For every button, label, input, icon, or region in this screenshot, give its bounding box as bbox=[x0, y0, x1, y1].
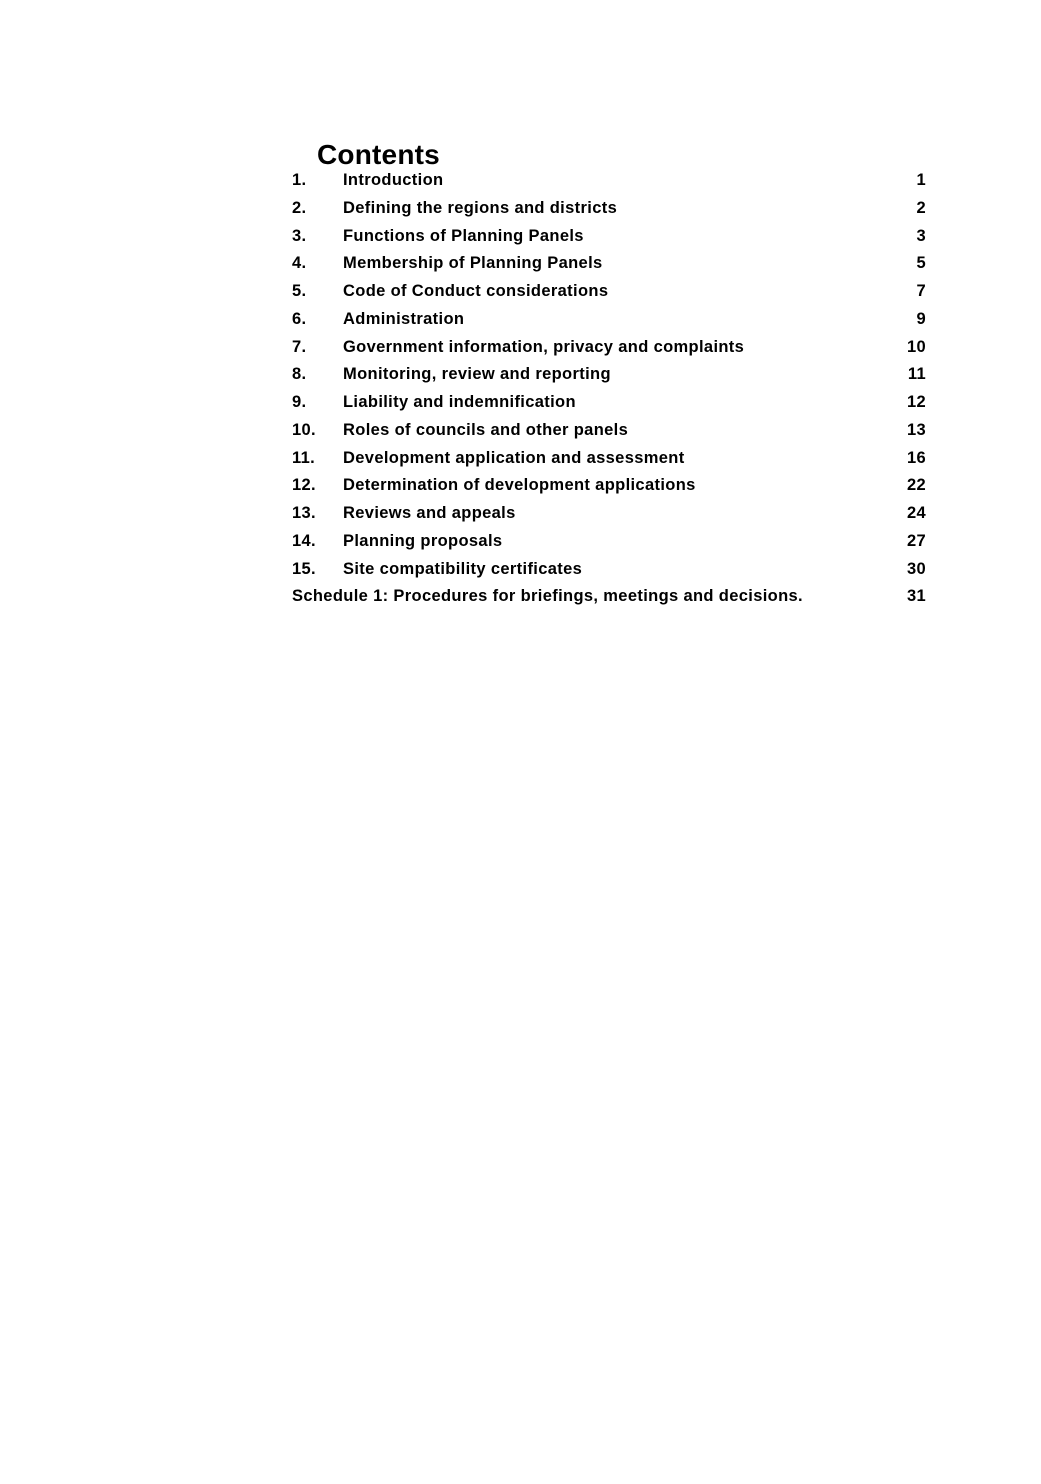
toc-entry-planning-proposals[interactable] bbox=[292, 530, 928, 558]
toc-entry-label: Membership of Planning Panels bbox=[343, 254, 603, 273]
toc-entry-page: 10 bbox=[906, 337, 926, 356]
toc-list bbox=[292, 169, 928, 613]
toc-entry-page: 2 bbox=[916, 198, 926, 217]
toc-entry-number: 3. bbox=[292, 226, 307, 245]
toc-entry-page: 12 bbox=[906, 393, 926, 411]
toc-entry-page: 13 bbox=[906, 420, 926, 439]
toc-entry-label: Functions of Planning Panels bbox=[343, 226, 584, 245]
toc-entry-number: 4. bbox=[292, 254, 307, 273]
toc-entry-label: Reviews and appeals bbox=[343, 504, 516, 522]
toc-entry-number: 13. bbox=[292, 504, 316, 522]
table-of-contents bbox=[292, 138, 928, 613]
toc-entry-number: 15. bbox=[292, 559, 316, 578]
toc-entry-introduction[interactable] bbox=[292, 169, 928, 197]
toc-entry-site-compatibility[interactable] bbox=[292, 558, 928, 586]
toc-entry-label: Code of Conduct considerations bbox=[343, 282, 609, 300]
toc-entry-label: Introduction bbox=[343, 171, 444, 189]
toc-entry-label: Government information, privacy and complaints bbox=[343, 337, 745, 356]
toc-entry-number: 12. bbox=[292, 476, 316, 495]
toc-entry-monitoring[interactable] bbox=[292, 363, 928, 391]
toc-entry-membership[interactable] bbox=[292, 252, 928, 280]
toc-entry-page: 5 bbox=[916, 254, 926, 273]
toc-entry-determination[interactable] bbox=[292, 474, 928, 502]
toc-entry-page: 22 bbox=[906, 476, 926, 495]
toc-entry-administration[interactable] bbox=[292, 308, 928, 336]
toc-entry-number: 11. bbox=[292, 448, 316, 467]
toc-entry-roles-of-councils[interactable] bbox=[292, 419, 928, 447]
toc-entry-number: 14. bbox=[292, 531, 316, 550]
toc-title: Contents bbox=[317, 139, 440, 170]
toc-entry-label: Determination of development applications bbox=[343, 476, 696, 495]
toc-entry-liability[interactable] bbox=[292, 391, 928, 419]
toc-entry-number: 8. bbox=[292, 365, 307, 384]
toc-entry-label: Defining the regions and districts bbox=[343, 198, 618, 217]
toc-entry-page: 24 bbox=[906, 504, 926, 522]
toc-entry-page: 31 bbox=[906, 587, 926, 606]
toc-entry-page: 11 bbox=[907, 365, 926, 384]
toc-entry-number: 9. bbox=[292, 393, 307, 411]
toc-entry-reviews-appeals[interactable] bbox=[292, 502, 928, 530]
toc-entry-page: 7 bbox=[916, 282, 926, 300]
toc-entry-label: Roles of councils and other panels bbox=[343, 420, 629, 439]
toc-entry-development-application[interactable] bbox=[292, 447, 928, 475]
toc-entry-page: 9 bbox=[916, 309, 926, 328]
toc-entry-label: Schedule 1: Procedures for briefings, meetings and decisions. bbox=[292, 587, 803, 606]
toc-entry-label: Monitoring, review and reporting bbox=[343, 365, 611, 384]
toc-entry-page: 3 bbox=[916, 226, 926, 245]
toc-entry-label: Liability and indemnification bbox=[343, 393, 576, 411]
toc-entry-number: 10. bbox=[292, 420, 316, 439]
toc-entry-schedule-1[interactable] bbox=[292, 585, 928, 613]
toc-entry-functions[interactable] bbox=[292, 225, 928, 253]
toc-entry-code-of-conduct[interactable] bbox=[292, 280, 928, 308]
toc-entry-number: 5. bbox=[292, 282, 307, 300]
toc-entry-page: 27 bbox=[906, 531, 926, 550]
toc-entry-page: 16 bbox=[906, 448, 926, 467]
toc-entry-label: Planning proposals bbox=[343, 531, 503, 550]
toc-entry-defining-regions[interactable] bbox=[292, 197, 928, 225]
toc-entry-label: Site compatibility certificates bbox=[343, 559, 583, 578]
toc-entry-government-information[interactable] bbox=[292, 336, 928, 364]
toc-entry-number: 2. bbox=[292, 198, 307, 217]
toc-entry-page: 30 bbox=[906, 559, 926, 578]
toc-entry-number: 7. bbox=[292, 337, 307, 356]
toc-entry-label: Administration bbox=[343, 309, 465, 328]
toc-entry-number: 1. bbox=[292, 171, 307, 189]
toc-entry-page: 1 bbox=[916, 171, 926, 189]
toc-entry-label: Development application and assessment bbox=[343, 448, 685, 467]
toc-entry-number: 6. bbox=[292, 309, 307, 328]
